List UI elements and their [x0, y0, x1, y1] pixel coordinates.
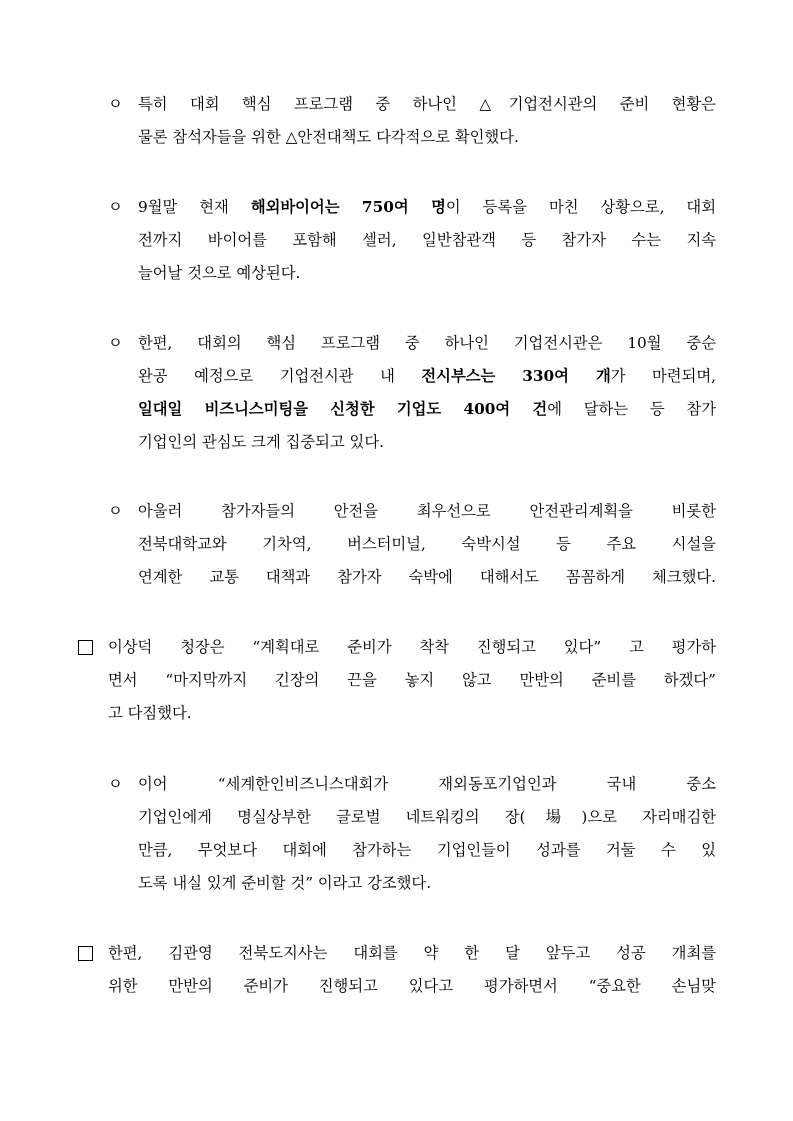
paragraph-line: 고 다짐했다.	[108, 704, 192, 722]
bullet-marker: ㅇ	[108, 198, 123, 216]
bullet-marker: ㅇ	[108, 95, 123, 113]
bullet-marker: ㅇ	[108, 502, 123, 520]
paragraph-line: 전까지 바이어를 포함해 셀러, 일반참관객 등 참가자 수는 지속	[138, 231, 716, 249]
paragraph-line: 이어 “세계한인비즈니스대회가 재외동포기업인과 국내 중소	[138, 775, 716, 793]
text-run: 에 달하는 등 참가	[547, 400, 716, 418]
paragraph-line: 물론 참석자들을 위한 △안전대책도 다각적으로 확인했다.	[138, 128, 519, 146]
paragraph-line: 기업인의 관심도 크게 집중되고 있다.	[138, 433, 384, 451]
emphasis-text: 해외바이어는 750여 명	[250, 198, 446, 216]
paragraph-line: 위한 만반의 준비가 진행되고 있다고 평가하면서 “중요한 손님맞	[108, 977, 716, 995]
paragraph-line: 아울러 참가자들의 안전을 최우선으로 안전관리계획을 비롯한	[138, 502, 716, 520]
emphasis-text: 전시부스는 330여 개	[421, 367, 611, 385]
paragraph-line: 이상덕 청장은 “계획대로 준비가 착착 진행되고 있다” 고 평가하	[108, 638, 716, 656]
text-run: 완공 예정으로 기업전시관 내	[138, 367, 422, 385]
paragraph-line	[138, 197, 716, 217]
paragraph-line: 특히 대회 핵심 프로그램 중 하나인 △기업전시관의 준비 현황은	[138, 95, 716, 113]
bullet-marker: ㅇ	[108, 334, 123, 352]
paragraph-line: 한편, 김관영 전북도지사는 대회를 약 한 달 앞두고 성공 개최를	[108, 944, 716, 962]
square-bullet-icon	[78, 640, 93, 655]
square-bullet-icon	[78, 946, 93, 961]
paragraph-line	[138, 366, 716, 386]
paragraph-line: 한편, 대회의 핵심 프로그램 중 하나인 기업전시관은 10월 중순	[138, 334, 716, 352]
paragraph-line: 면서 “마지막까지 긴장의 끈을 놓지 않고 만반의 준비를 하겠다”	[108, 671, 716, 689]
paragraph-line: 도록 내실 있게 준비할 것” 이라고 강조했다.	[138, 874, 432, 892]
paragraph-line: 만큼, 무엇보다 대회에 참가하는 기업인들이 성과를 거둘 수 있	[138, 841, 716, 859]
paragraph-line: 연계한 교통 대책과 참가자 숙박에 대해서도 꼼꼼하게 체크했다.	[138, 568, 716, 586]
bullet-marker: ㅇ	[108, 775, 123, 793]
emphasis-text: 일대일 비즈니스미팅을 신청한 기업도 400여 건	[138, 400, 548, 418]
text-run: 9월말 현재	[138, 198, 251, 216]
paragraph-line: 기업인에게 명실상부한 글로벌 네트워킹의 장(場)으로 자리매김한	[138, 808, 716, 826]
paragraph-line	[138, 399, 716, 419]
text-run: 가 마련되며,	[610, 367, 716, 385]
text-run: 이 등록을 마친 상황으로, 대회	[445, 198, 716, 216]
paragraph-line: 늘어날 것으로 예상된다.	[138, 264, 301, 282]
paragraph-line: 전북대학교와 기차역, 버스터미널, 숙박시설 등 주요 시설을	[138, 535, 716, 553]
